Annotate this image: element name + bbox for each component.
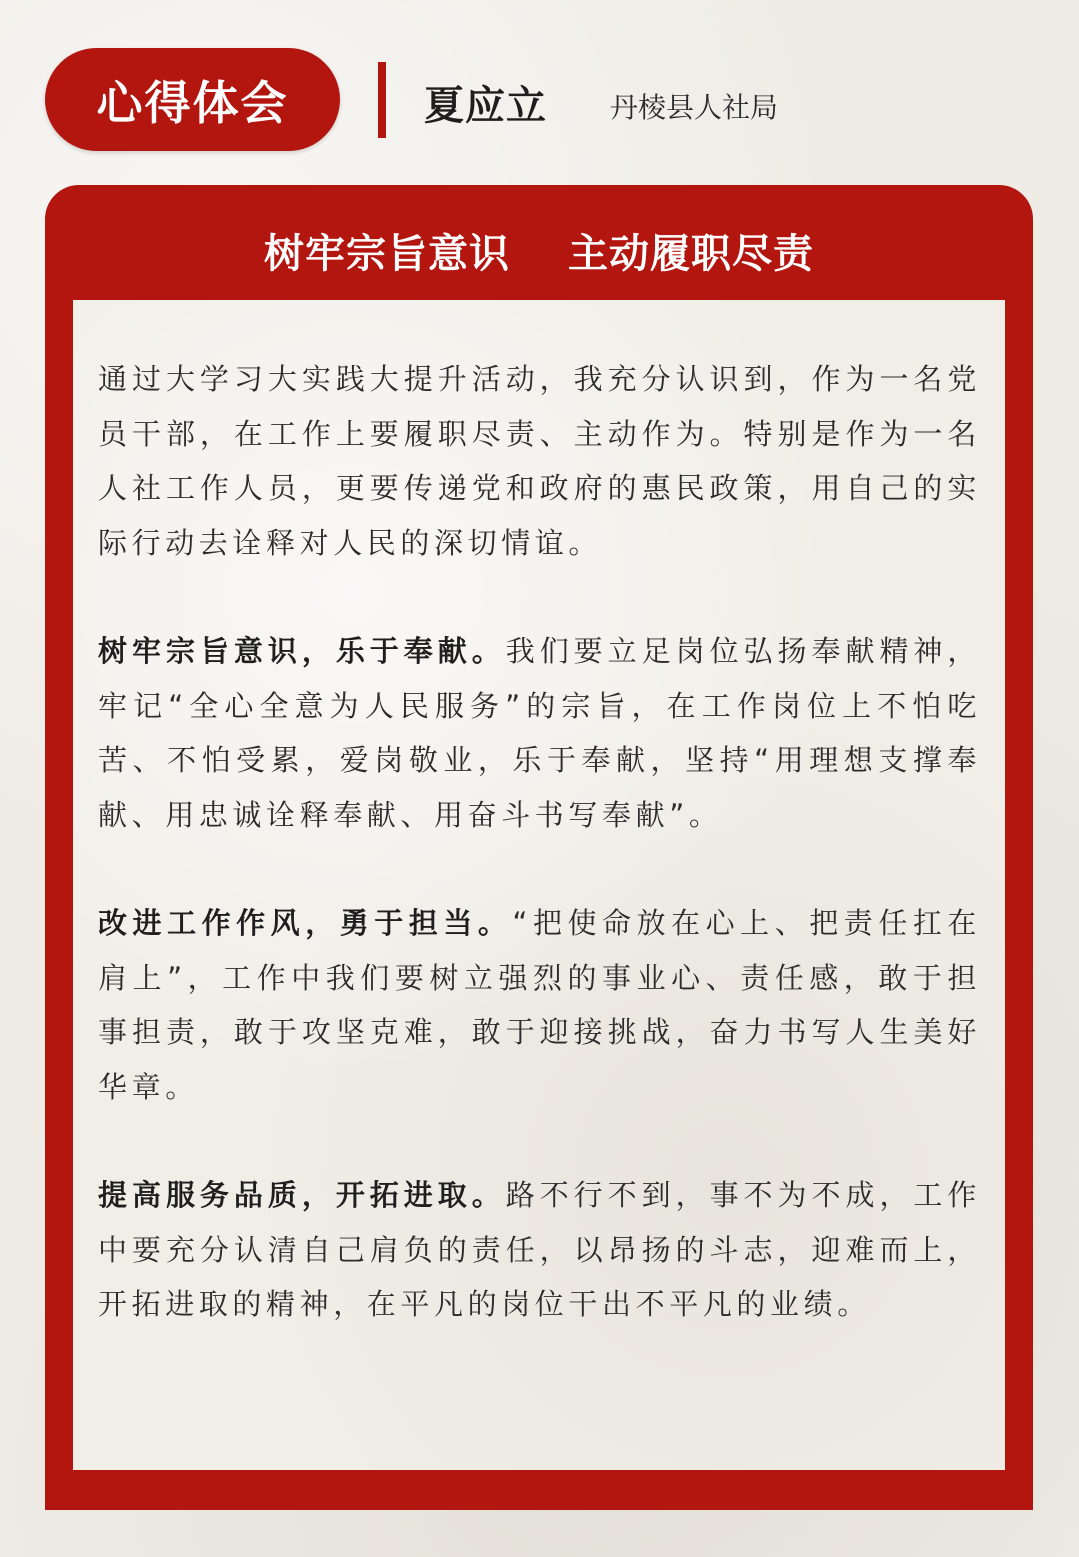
article-title-left: 树牢宗旨意识 (264, 230, 510, 277)
paragraph-intro (98, 352, 981, 570)
paragraph-lead: 改进工作作风，勇于担当。 (98, 906, 513, 940)
article-body (73, 300, 1005, 1470)
paragraph-text: 我们要立足岗位弘扬奉献精神，牢记“全心全意为人民服务”的宗旨，在工作岗位上不怕吃苦、不怕受累，爱岗敬业，乐于奉献，坚持“用理想支撑奉献、用忠诚诠释奉献、用奋斗书写奉献”。 (98, 634, 982, 832)
paragraph-lead: 树牢宗旨意识，乐于奉献。 (98, 634, 506, 668)
section-badge-label: 心得体会 (96, 75, 289, 130)
section-badge (45, 48, 340, 151)
author-organization: 丹棱县人社局 (610, 91, 779, 124)
article-card (45, 185, 1033, 1510)
article-title-right: 主动履职尽责 (568, 230, 814, 277)
paragraph-lead: 提高服务品质，开拓进取。 (98, 1178, 506, 1212)
paragraph-text: 路不行不到，事不为不成，工作中要充分认清自己肩负的责任，以昂扬的斗志，迎难而上，开拓进取的精神，在平凡的岗位干出不平凡的业绩。 (98, 1178, 982, 1321)
paragraph-responsibility (98, 896, 981, 1114)
paragraph-text: 通过大学习大实践大提升活动，我充分认识到，作为一名党员干部，在工作上要履职尽责、主动作为。特别是作为一名人社工作人员，更要传递党和政府的惠民政策，用自己的实际行动去诠释对人民的深切情谊。 (98, 362, 981, 560)
article-title (45, 215, 1033, 285)
paragraph-text: “把使命放在心上、把责任扛在肩上”，工作中我们要树立强烈的事业心、责任感，敢于担事担责，敢于攻坚克难，敢于迎接挑战，奋力书写人生美好华章。 (98, 906, 981, 1104)
author-name: 夏应立 (424, 83, 547, 129)
header-divider (378, 62, 386, 138)
paragraph-service (98, 1168, 981, 1332)
paragraph-dedication (98, 624, 981, 842)
